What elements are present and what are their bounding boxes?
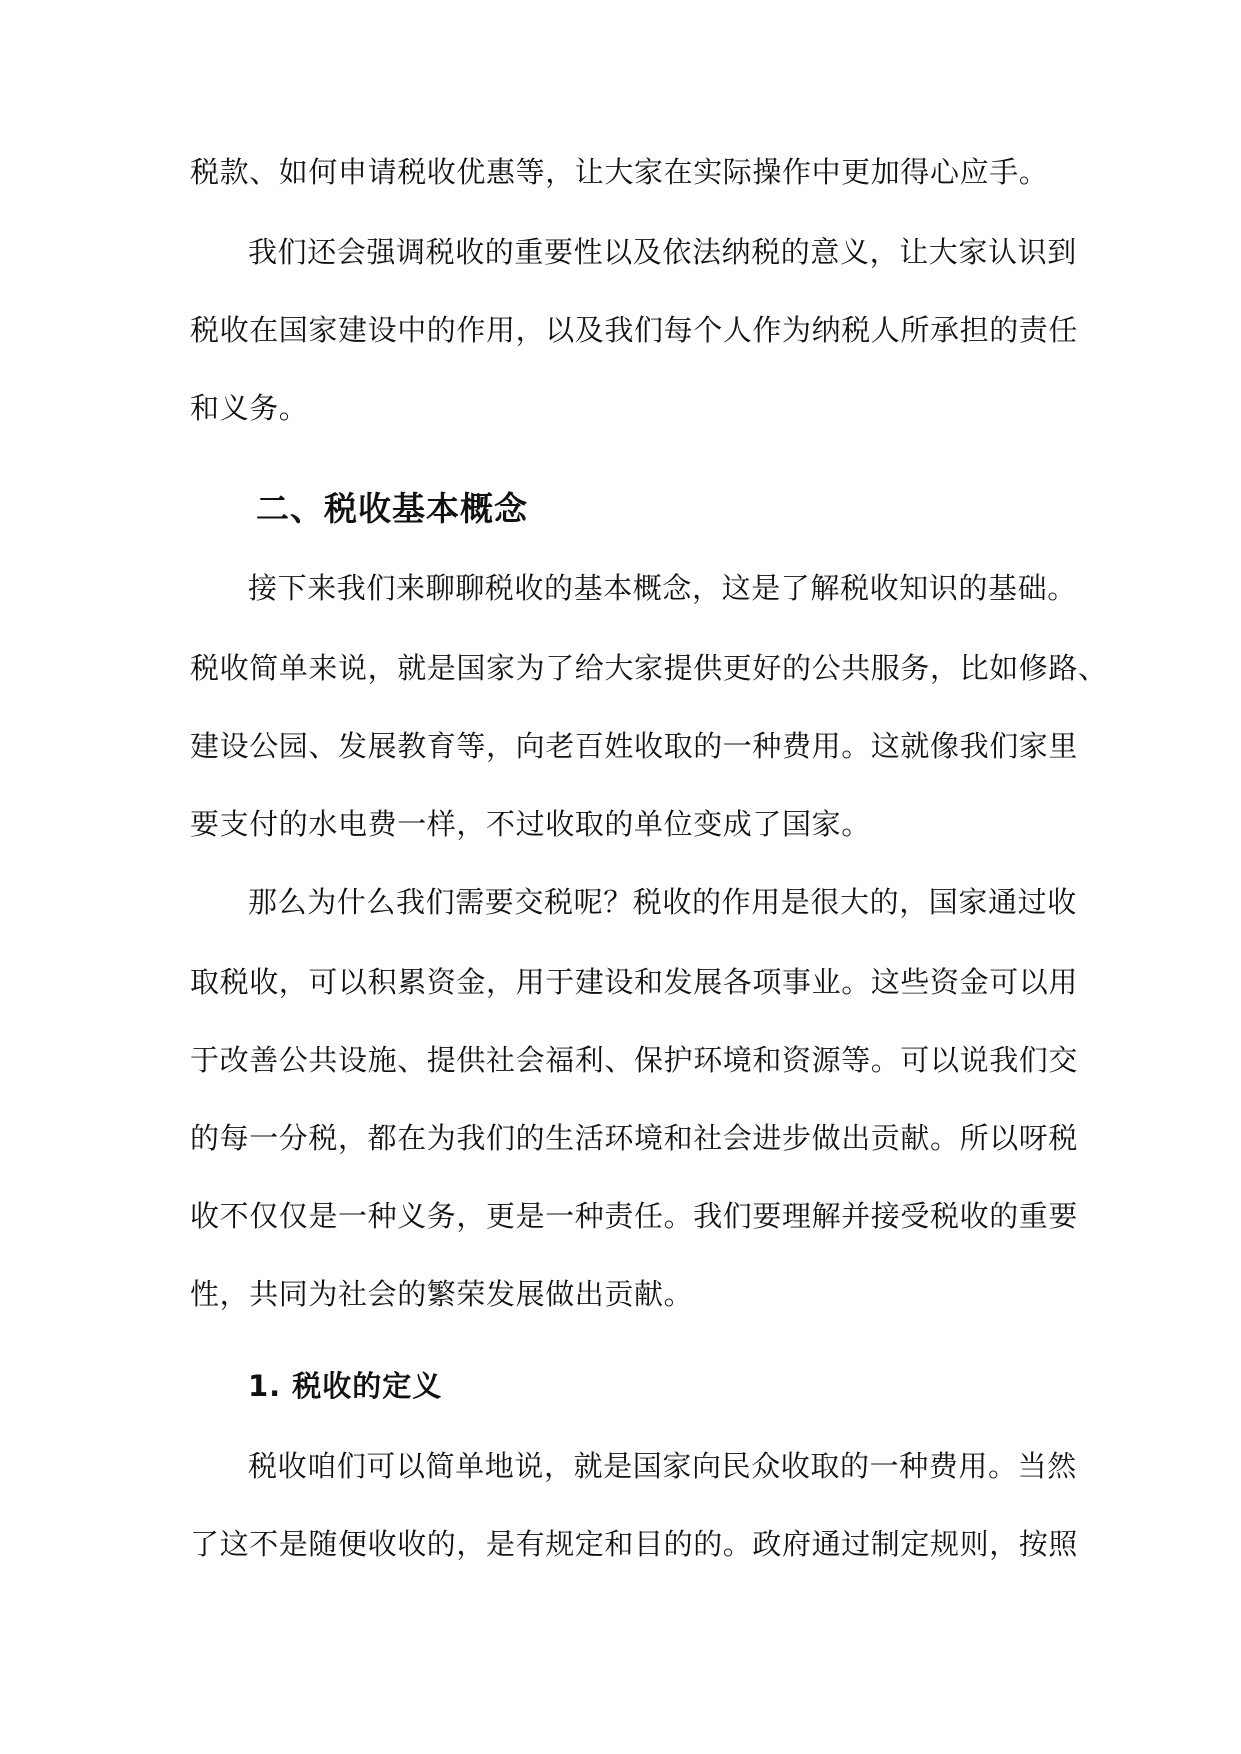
paragraph-line: 了这不是随便收收的，是有规定和目的的。政府通过制定规则，按照 <box>190 1527 1079 1561</box>
paragraph-line: 税收在国家建设中的作用，以及我们每个人作为纳税人所承担的责任 <box>190 313 1079 347</box>
paragraph-line: 的每一分税，都在为我们的生活环境和社会进步做出贡献。所以呀税 <box>190 1121 1079 1155</box>
paragraph-line: 税收简单来说，就是国家为了给大家提供更好的公共服务，比如修路、 <box>190 651 1108 685</box>
paragraph-line: 于改善公共设施、提供社会福利、保护环境和资源等。可以说我们交 <box>190 1043 1079 1077</box>
paragraph-line: 要支付的水电费一样，不过收取的单位变成了国家。 <box>190 807 871 841</box>
paragraph-line: 取税收，可以积累资金，用于建设和发展各项事业。这些资金可以用 <box>190 965 1079 999</box>
paragraph-line: 那么为什么我们需要交税呢？税收的作用是很大的，国家通过收 <box>248 885 1077 919</box>
subsection-heading: 1. 税收的定义 <box>248 1369 443 1403</box>
section-heading: 二、税收基本概念 <box>256 489 528 528</box>
paragraph-line: 建设公园、发展教育等，向老百姓收取的一种费用。这就像我们家里 <box>190 729 1079 763</box>
paragraph-line: 接下来我们来聊聊税收的基本概念，这是了解税收知识的基础。 <box>248 571 1077 605</box>
paragraph-line: 性，共同为社会的繁荣发展做出贡献。 <box>190 1277 694 1311</box>
paragraph-line: 我们还会强调税收的重要性以及依法纳税的意义，让大家认识到 <box>248 235 1077 269</box>
paragraph-line: 税款、如何申请税收优惠等，让大家在实际操作中更加得心应手。 <box>190 155 1049 189</box>
paragraph-line: 税收咱们可以简单地说，就是国家向民众收取的一种费用。当然 <box>248 1449 1077 1483</box>
paragraph-line: 收不仅仅是一种义务，更是一种责任。我们要理解并接受税收的重要 <box>190 1199 1079 1233</box>
paragraph-line: 和义务。 <box>190 391 309 425</box>
